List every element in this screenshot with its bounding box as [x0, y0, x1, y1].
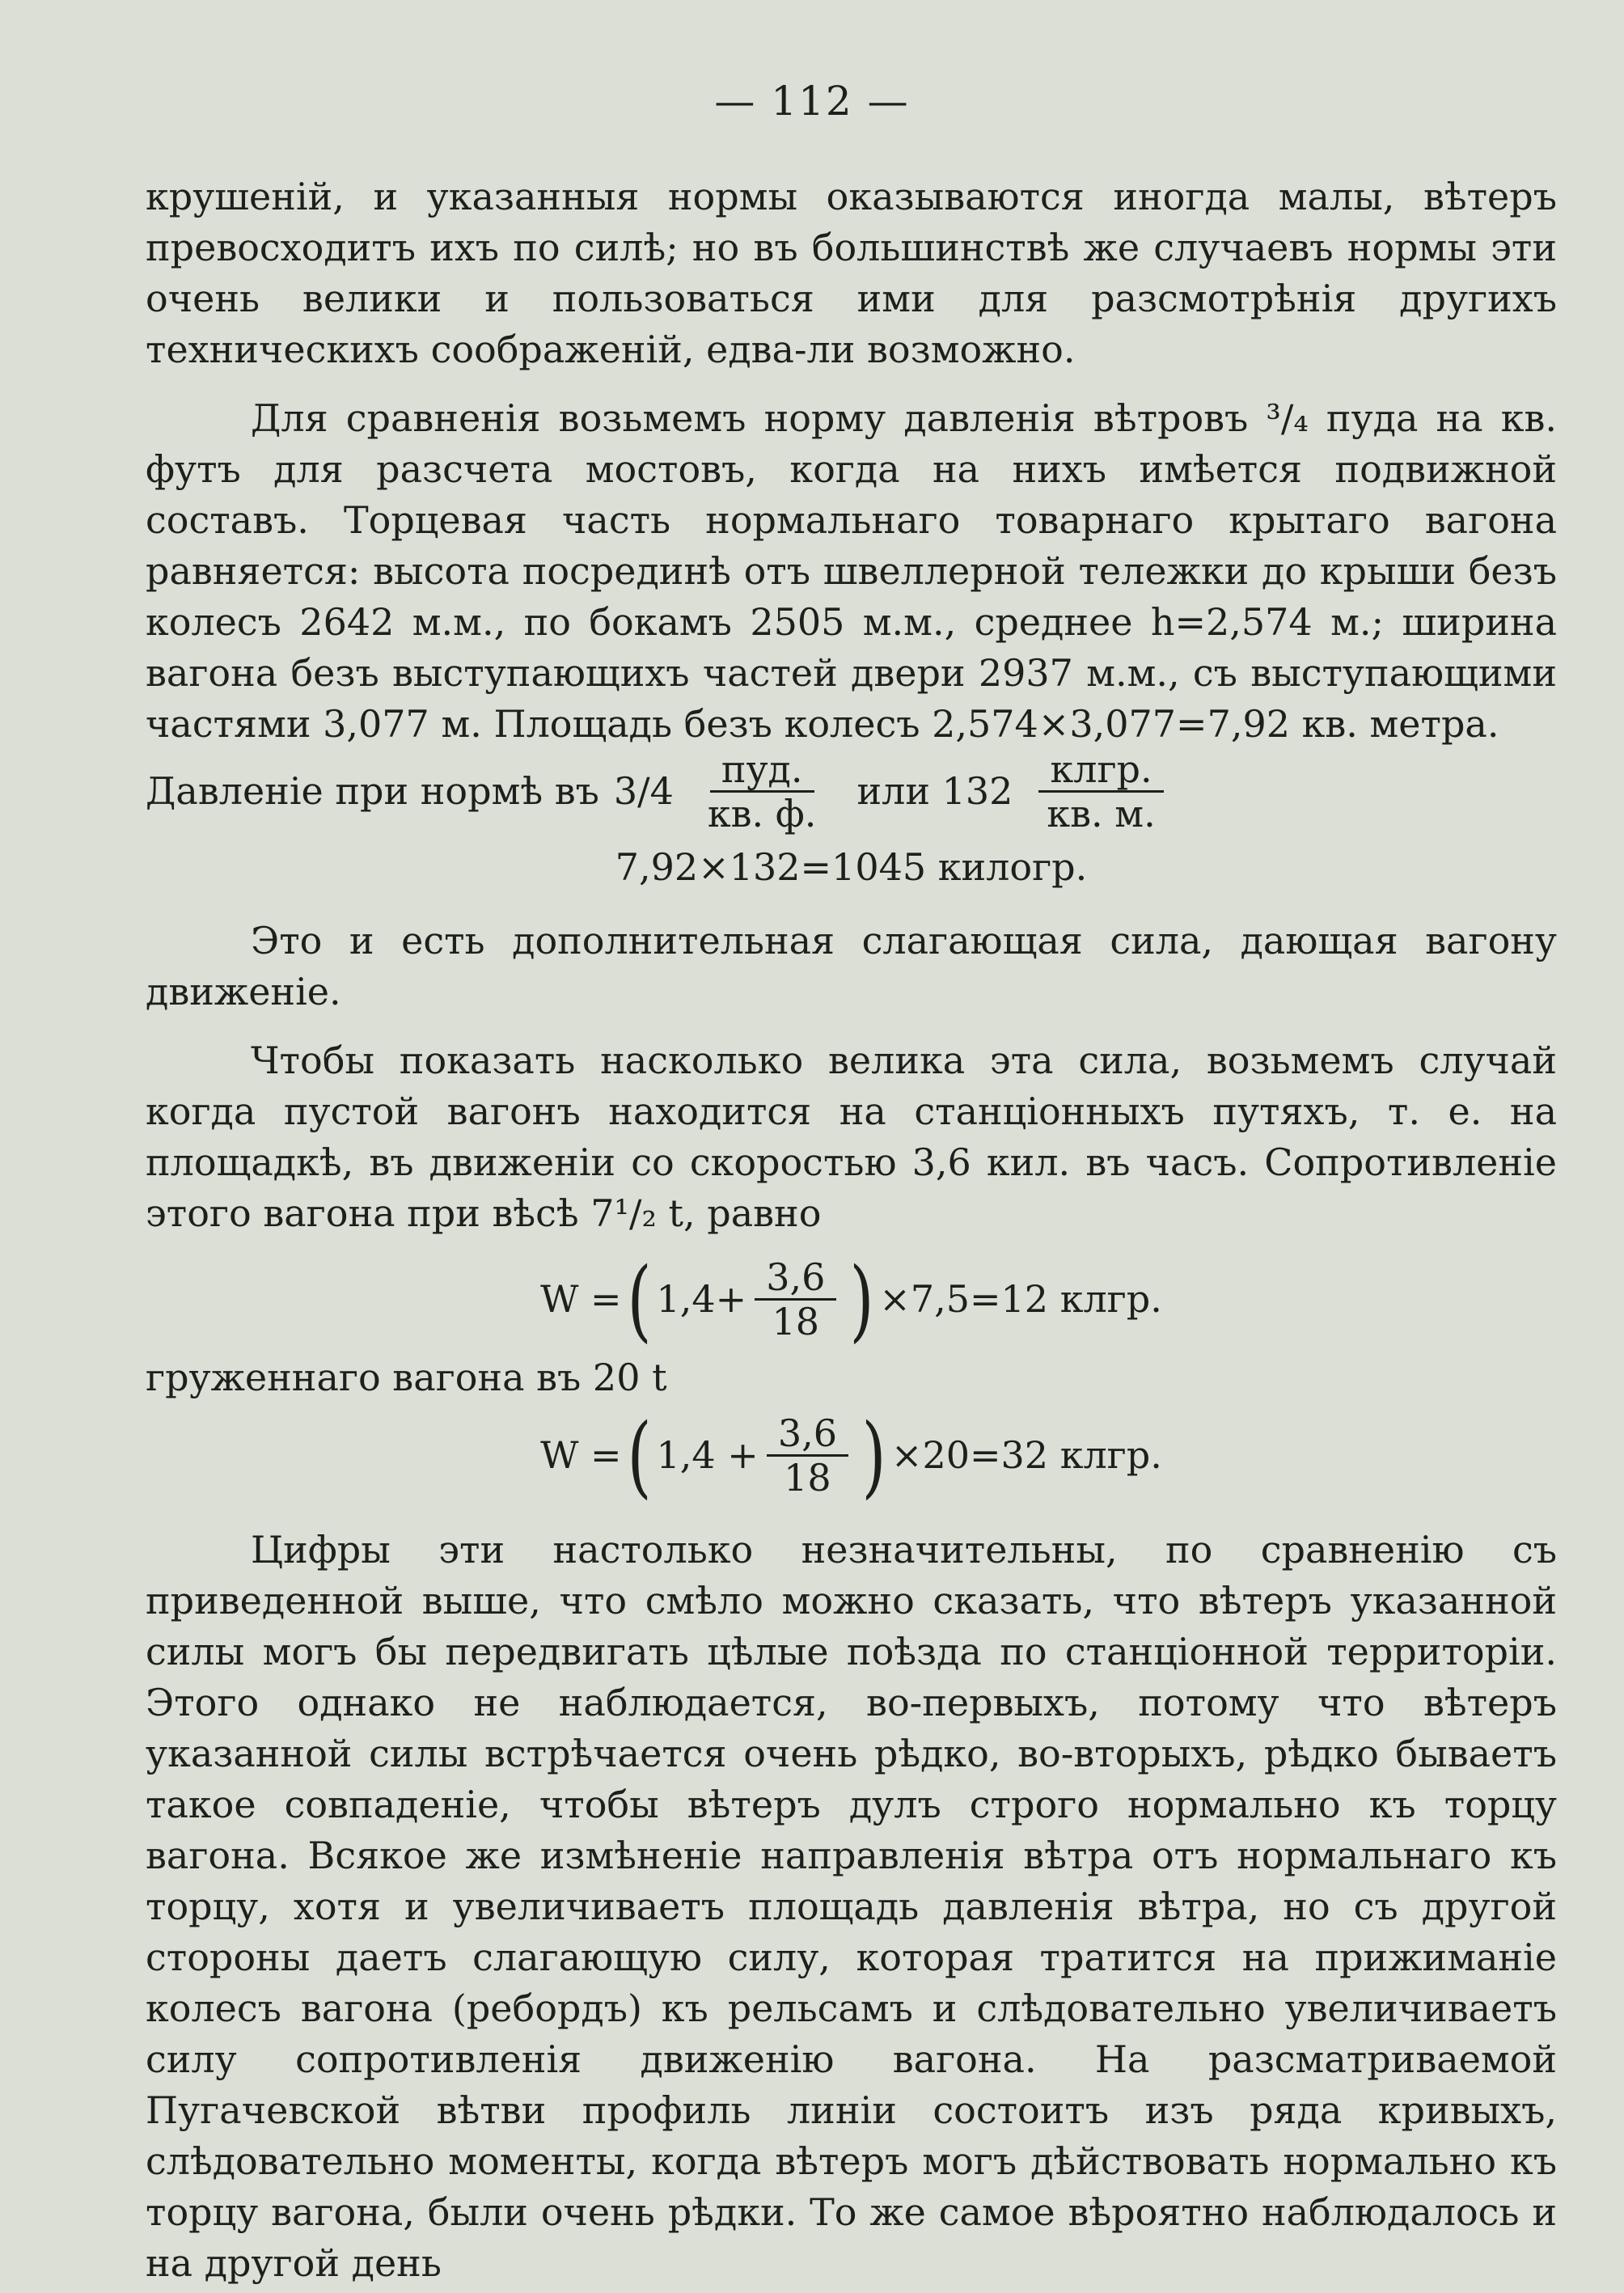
pressure-line [146, 747, 1557, 836]
pressure-unit-fraction-2: $\frac{\text{клгр.}}{кв. м.}$ [1035, 750, 1181, 834]
paragraph-5: груженнаго вагона въ 20 t [146, 1355, 667, 1399]
paragraph-4: Чтобы показать насколько велика эта сила, возьмемъ случай когда пустой вагонъ находится на станціонныхъ путяхъ, т. е. на площадкѣ, въ движеніи со скоростью 3,6 кил. въ часъ. Сопротивленіе этого вагона при вѣсѣ 7¹/₂ t, равно [146, 1038, 1557, 1235]
pressure-label: Давленіе при нормѣ въ [146, 769, 599, 814]
formula-3: W = ( 1,4 + $\frac{3,6}{18}$ ) ×20=32 клгр. [540, 1403, 1162, 1508]
paragraph-3: Это и есть дополнительная слагающая сила, дающая вагону движеніе. [146, 918, 1557, 1013]
pressure-or: или 132 [856, 769, 1013, 814]
paragraph-1: крушеній, и указанныя нормы оказываются иногда малы, вѣтеръ превосходитъ ихъ по силѣ; но въ большинствѣ же случаевъ нормы эти очень велики и пользоваться ими для разсмотрѣнія другихъ техническихъ соображеній, едва-ли возможно. [146, 175, 1557, 371]
paragraph-2: Для сравненія возьмемъ норму давленія вѣтровъ ³/₄ пуда на кв. футъ для разсчета мостовъ, когда на нихъ имѣется подвижной составъ. Торцевая часть нормальнаго товарнаго крытаго вагона равняется: высота посрединѣ отъ швеллерной тележки до крыши безъ колесъ 2642 м.м., по бокамъ 2505 м.м., среднее h=2,574 м.; ширина вагона безъ выступающихъ частей двери 2937 м.м., съ выступающими частями 3,077 м. Площадь безъ колесъ 2,574×3,077=7,92 кв. метра. [146, 396, 1557, 746]
page-number: — 112 — [714, 78, 910, 125]
pressure-fraction: 3/4 [613, 769, 674, 814]
body-text [146, 171, 1557, 2289]
formula-2: W = ( 1,4+ $\frac{3,6}{18}$ ) ×7,5=12 клгр. [540, 1247, 1162, 1352]
pressure-unit-fraction: $\frac{\text{пуд.}}{кв. ф.}$ [707, 747, 817, 836]
paragraph-6: Цифры эти настолько незначительны, по сравненію съ приведенной выше, что смѣло можно сказать, что вѣтеръ указанной силы могъ бы передвигать цѣлые поѣзда по станціонной территоріи. Этого однако не наблюдается, во-первыхъ, потому что вѣтеръ указанной силы встрѣчается очень рѣдко, во-вторыхъ, рѣдко бываетъ такое совпаденіе, чтобы вѣтеръ дулъ строго нормально къ торцу вагона. Всякое же измѣненіе направленія вѣтра отъ нормальнаго къ торцу, хотя и увеличиваетъ площадь давленія вѣтра, но съ другой стороны даетъ слагающую силу, которая тратится на прижиманіе колесъ вагона (ребордъ) къ рельсамъ и слѣдовательно увеличиваетъ силу сопротивленія движенію вагона. На разсматриваемой Пугачевской вѣтви профиль линіи состоитъ изъ ряда кривыхъ, слѣдовательно моменты, когда вѣтеръ могъ дѣйствовать нормально къ торцу вагона, были очень рѣдки. То же самое вѣроятно наблюдалось и на другой день [146, 1527, 1557, 2285]
formula-1: 7,92×132=1045 килогр. [615, 844, 1088, 889]
